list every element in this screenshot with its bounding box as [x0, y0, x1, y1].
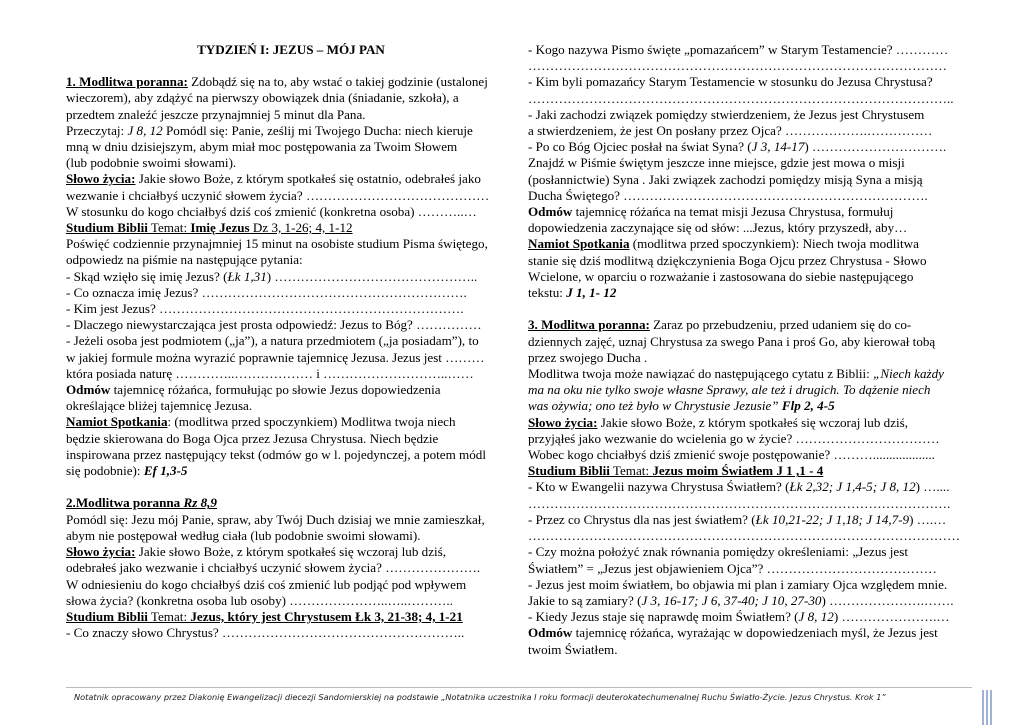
text-run: ) ………………………………………..	[266, 268, 478, 284]
text-run: Znajdź w Piśmie świętym jeszcze inne miejsce, gdzie jest mowa o misji	[528, 155, 905, 171]
text-run: Słowo życia:	[66, 171, 136, 187]
right-text-line	[528, 285, 980, 301]
page-title: TYDZIEŃ I: JEZUS – MÓJ PAN	[197, 42, 385, 57]
text-run: się podobnie):	[66, 463, 144, 479]
right-column	[528, 42, 980, 658]
text-run: ) ………………….…	[833, 609, 950, 625]
text-run: Modlitwa twoja może nawiązać do następującego cytatu z Biblii:	[528, 366, 874, 382]
right-text-line	[528, 609, 980, 625]
text-run: Pomódl się: Jezu mój Panie, spraw, aby Twój Duch dzisiaj we mnie zamieszkał,	[66, 511, 485, 527]
text-run: Odmów	[528, 625, 573, 641]
right-text-line	[528, 415, 980, 431]
left-text-body	[66, 74, 516, 641]
text-run: abym nie postępował według ciała (lub podobnie swoimi słowami).	[66, 527, 421, 543]
text-run: - Skąd wzięło się imię Jezus? (	[66, 268, 228, 284]
right-text-line	[528, 91, 980, 107]
text-run: - Jezus jest moim światłem, bo objawia mi plan i zamiary Ojca względem mnie.	[528, 576, 948, 592]
text-run: (posłannictwie) Syna . Jaki związek zachodzi pomiędzy misją Syna a misją	[528, 171, 923, 187]
text-run: inspirowana przez następujący tekst (odmów go w l. pojedynczej, a potem módl	[66, 446, 486, 462]
left-text-line	[66, 431, 516, 447]
text-run: J 8, 12	[798, 609, 834, 625]
left-text-line	[66, 528, 516, 544]
right-text-line	[528, 220, 980, 236]
right-text-line	[528, 42, 980, 58]
left-text-line	[66, 188, 516, 204]
left-text-line	[66, 479, 516, 495]
left-text-line	[66, 269, 516, 285]
text-run: W odniesieniu do kogo chciałbyś dziś coś zmienić lub podjąć pod wpływem	[66, 576, 467, 592]
text-run: Temat:	[147, 220, 191, 236]
left-text-line	[66, 609, 516, 625]
text-run: Jakie słowo Boże, z którym spotkałeś się wczoraj lub dziś,	[597, 414, 909, 430]
text-run: tekstu:	[528, 285, 567, 301]
text-run: odebrałeś jako wezwanie i chciałbyś uczynić słowem życia? ………………….	[66, 560, 481, 576]
text-run: - Kto w Ewangelii nazywa Chrystusa Światłem? (	[528, 479, 790, 495]
right-text-line	[528, 74, 980, 90]
text-run: Łk 2,32; J 1,4-5; J 8, 12	[789, 479, 916, 495]
text-run: Dz 3, 1-26; 4, 1-12	[249, 220, 353, 236]
text-run: - Dlaczego niewystarczająca jest prosta odpowiedź: Jezus to Bóg? ……………	[66, 317, 482, 333]
text-run: Łk 10,21-22; J 1,18; J 14,7-9	[755, 511, 910, 527]
text-run: a stwierdzeniem, że jest On posłany przez Ojca? ……………….……………	[528, 123, 933, 139]
right-text-line	[528, 236, 980, 252]
text-run: określające bliżej tajemnicę Jezusa.	[66, 398, 253, 414]
text-run: która posiada naturę …………..……………… i ………………………..……	[66, 365, 474, 381]
text-run: 2.Modlitwa poranna	[66, 495, 184, 511]
left-text-line	[66, 90, 516, 106]
text-run: Jezus moim Światłem J 1 ,1 - 4	[652, 463, 824, 479]
text-run: - Co znaczy słowo Chrystus? ………………………………………………..	[66, 625, 465, 641]
text-run: Rz 8,9	[183, 495, 217, 511]
text-run: Ef 1,3-5	[143, 463, 188, 479]
text-run: Studium Biblii	[66, 220, 148, 236]
right-text-line	[528, 463, 980, 479]
text-run: Jakie to są zamiary? (	[528, 592, 642, 608]
text-run: tajemnicę różańca, wyrażając w dopowiedzeniach myśl, że Jezus jest	[572, 625, 938, 641]
text-run: : (modlitwa przed spoczynkiem) Modlitwa twoja niech	[167, 414, 456, 430]
text-run: - Przez co Chrystus dla nas jest światłem? (	[528, 511, 756, 527]
text-run: - Co oznacza imię Jezus? …………………………………………………….	[66, 284, 467, 300]
left-text-line	[66, 236, 516, 252]
text-run: - Kim jest Jezus? …………………………………………………………….	[66, 301, 464, 317]
text-run: ma na oku nie tylko swoje własne Sprawy, ale też i drugich. To dążenie niech	[528, 382, 931, 398]
text-run: Łk 1,31	[227, 268, 267, 284]
left-text-line	[66, 382, 516, 398]
text-run: Wobec kogo chciałbyś dziś zmienić swoje postępowanie? ………...................	[528, 447, 935, 463]
right-text-line	[528, 253, 980, 269]
text-run: Pomódl się: Panie, ześlij mi Twojego Ducha: niech kieruje	[162, 122, 473, 138]
text-run: Studium Biblii	[66, 608, 148, 624]
text-run: - Kiedy Jezus staje się naprawdę moim Światłem? (	[528, 609, 799, 625]
text-run: - Po co Bóg Ojciec posłał na świat Syna? (	[528, 139, 752, 155]
text-run: ) ….…	[909, 511, 947, 527]
left-text-line	[66, 333, 516, 349]
left-text-line	[66, 447, 516, 463]
right-text-line	[528, 447, 980, 463]
text-run: Słowo życia:	[528, 414, 598, 430]
text-run: J 3, 14-17	[751, 139, 805, 155]
right-text-line	[528, 528, 980, 544]
text-run: tajemnicę różańca na temat misji Jezusa Chrystusa, formułuj	[572, 204, 894, 220]
right-text-line	[528, 512, 980, 528]
left-text-line	[66, 317, 516, 333]
left-text-line	[66, 577, 516, 593]
left-text-line	[66, 463, 516, 479]
left-text-line	[66, 560, 516, 576]
text-run: Poświęć codziennie przynajmniej 15 minut na osobiste studium Pisma świętego,	[66, 236, 488, 252]
left-text-line	[66, 252, 516, 268]
text-run: „Niech każdy	[873, 366, 944, 382]
text-run: Temat:	[147, 608, 191, 624]
text-run: ……………………………………………………………………………………	[528, 58, 947, 74]
text-run: (lub podobnie swoimi słowami).	[66, 155, 237, 171]
text-run	[528, 301, 531, 316]
text-run: stanie się dziś modlitwą dziękczynienia Boga Ojcu przez Chrystusa - Słowo	[528, 252, 927, 268]
left-text-line	[66, 285, 516, 301]
text-run: - Kim byli pomazańcy Starym Testamencie w stosunku do Jezusa Chrystusa?	[528, 74, 933, 90]
text-run: Jakie słowo Boże, z którym spotkałeś się wczoraj lub dziś,	[135, 544, 447, 560]
left-text-line	[66, 171, 516, 187]
right-text-line	[528, 398, 980, 414]
right-text-line	[528, 382, 980, 398]
text-run: w jakiej formule można wyrazić poprawnie tajemnicę Jezusa. Jezus jest ………	[66, 349, 485, 365]
left-text-line	[66, 414, 516, 430]
text-run: Namiot Spotkania	[66, 414, 168, 430]
left-text-line	[66, 398, 516, 414]
text-run: twoim Światłem.	[528, 641, 618, 657]
left-text-line	[66, 155, 516, 171]
text-run: Zaraz po przebudzeniu, przed udaniem się do co-	[649, 317, 912, 333]
text-run: Studium Biblii	[528, 463, 610, 479]
text-run: wieczorem), aby zdążyć na pierwszy obowiązek dnia (śniadanie, szkoła), a	[66, 90, 459, 106]
text-run: Imię Jezus	[190, 220, 250, 236]
right-text-line	[528, 139, 980, 155]
right-text-line	[528, 366, 980, 382]
text-run: ) ………………………….	[804, 139, 947, 155]
left-text-line	[66, 625, 516, 641]
text-run: Odmów	[528, 204, 573, 220]
text-run: Przeczytaj:	[66, 122, 128, 138]
text-run: ) …....	[915, 479, 950, 495]
text-run: - Czy można położyć znak równania pomiędzy określeniami: „Jezus jest	[528, 544, 908, 560]
right-text-line	[528, 431, 980, 447]
text-run: tajemnicę różańca, formułując po słowie Jezus dopowiedzenia	[110, 382, 441, 398]
text-run: dopowiedzenia zaczynające się od słów: ...Jezus, który przyszedł, aby…	[528, 220, 908, 236]
right-text-line	[528, 123, 980, 139]
right-text-line	[528, 334, 980, 350]
text-run: wezwanie i chciałbyś uczynić słowem życia? ……………………………………	[66, 187, 490, 203]
text-run: Światłem” = „Jezus jest objawieniem Ojca”? …………………………………	[528, 560, 937, 576]
text-run: J 8, 12	[127, 122, 163, 138]
text-run: was ożywia; ono też było w Chrystusie Jezusie”	[528, 398, 782, 414]
right-text-line	[528, 107, 980, 123]
right-text-line	[528, 317, 980, 333]
page-edge-marks	[982, 690, 992, 725]
text-run	[66, 479, 69, 494]
text-run: J 1, 1- 12	[566, 285, 617, 301]
left-text-line	[66, 107, 516, 123]
left-text-line	[66, 495, 516, 511]
text-run: ………………………………………………………………………………………	[528, 528, 961, 544]
text-run: - Jaki zachodzi związek pomiędzy stwierdzeniem, że Jezus jest Chrystusem	[528, 106, 925, 122]
right-text-line	[528, 204, 980, 220]
left-text-line	[66, 204, 516, 220]
right-text-line	[528, 625, 980, 641]
text-run: mną w dniu dzisiejszym, abym miał moc postępowania za Twoim Słowem	[66, 139, 458, 155]
text-run: przez swojego Ducha .	[528, 349, 648, 365]
right-text-line	[528, 58, 980, 74]
text-run: ) ………………….…….	[821, 592, 954, 608]
text-run: Zdobądź się na to, aby wstać o takiej godzinie (ustalonej	[187, 74, 488, 90]
right-text-line	[528, 301, 980, 317]
left-text-line	[66, 512, 516, 528]
text-run: będzie skierowana do Boga Ojca przez Jezusa Chrystusa. Niech będzie	[66, 430, 439, 446]
text-run: przyjąłeś jako wezwanie do wcielenia go w życie? ……………………………	[528, 430, 940, 446]
text-run: dziennych zajęć, uznaj Chrystusa za swego Pana i proś Go, aby kierował tobą	[528, 333, 936, 349]
text-run: Odmów	[66, 382, 111, 398]
right-text-line	[528, 269, 980, 285]
right-text-line	[528, 544, 980, 560]
right-text-line	[528, 479, 980, 495]
text-run: Temat:	[609, 463, 653, 479]
text-run: ……………………………………………………………………………………..	[528, 90, 954, 106]
text-run: W stosunku do kogo chciałbyś dziś coś zmienić (konkretna osoba) ………..…	[66, 203, 477, 219]
right-text-body	[528, 42, 980, 658]
text-run: Słowo życia:	[66, 544, 136, 560]
text-run: Wcielone, w oparciu o rozważanie i zastosowana do siebie następującego	[528, 268, 914, 284]
left-text-line	[66, 544, 516, 560]
right-text-line	[528, 172, 980, 188]
text-run: (modlitwa przed spoczynkiem): Niech twoja modlitwa	[629, 236, 919, 252]
right-text-line	[528, 593, 980, 609]
left-text-line	[66, 139, 516, 155]
text-run: - Jeżeli osoba jest podmiotem („ja”), a natura przedmiotem („ja posiadam”), to	[66, 333, 479, 349]
left-text-line	[66, 350, 516, 366]
footer-divider	[66, 687, 972, 688]
left-text-line	[66, 123, 516, 139]
text-run: Flp 2, 4-5	[781, 398, 835, 414]
right-text-line	[528, 577, 980, 593]
right-text-line	[528, 188, 980, 204]
text-run: przedtem znaleźć jeszcze przynajmniej 5 minut dla Pana.	[66, 106, 366, 122]
text-run: J 3, 16-17; J 6, 37-40; J 10, 27-30	[641, 592, 822, 608]
text-run: słowa życia? (konkretna osoba lub osoby) …………………..…..………..	[66, 592, 453, 608]
text-run: Jakie słowo Boże, z którym spotkałeś się ostatnio, odebrałeś jako	[135, 171, 481, 187]
text-run: Jezus, który jest Chrystusem Łk 3, 21-38; 4, 1-21	[190, 608, 463, 624]
right-text-line	[528, 561, 980, 577]
left-text-line	[66, 301, 516, 317]
right-text-line	[528, 642, 980, 658]
right-text-line	[528, 350, 980, 366]
text-run: …………………………………………………………………………………….	[528, 495, 951, 511]
right-text-line	[528, 496, 980, 512]
left-text-line	[66, 220, 516, 236]
left-text-line	[66, 366, 516, 382]
text-run: 3. Modlitwa poranna:	[528, 317, 650, 333]
text-run: 1. Modlitwa poranna:	[66, 74, 188, 90]
footer-note: Notatnik opracowany przez Diakonię Ewangelizacji diecezji Sandomierskiej na podstawie „Notatnika uczestnika I roku formacji deuterokatechumenalnej Ruchu Światło-Życie. Jezus Chrystus. Krok 1”	[74, 692, 886, 702]
text-run: Namiot Spotkania	[528, 236, 630, 252]
text-run: - Kogo nazywa Pismo święte „pomazańcem” w Starym Testamencie? …………	[528, 42, 949, 57]
left-text-line	[66, 74, 516, 90]
left-column	[66, 42, 516, 641]
right-text-line	[528, 155, 980, 171]
text-run: Ducha Świętego? …………………………………………………………….	[528, 187, 928, 203]
left-text-line	[66, 593, 516, 609]
text-run: odpowiedz na piśmie na następujące pytania:	[66, 252, 303, 268]
